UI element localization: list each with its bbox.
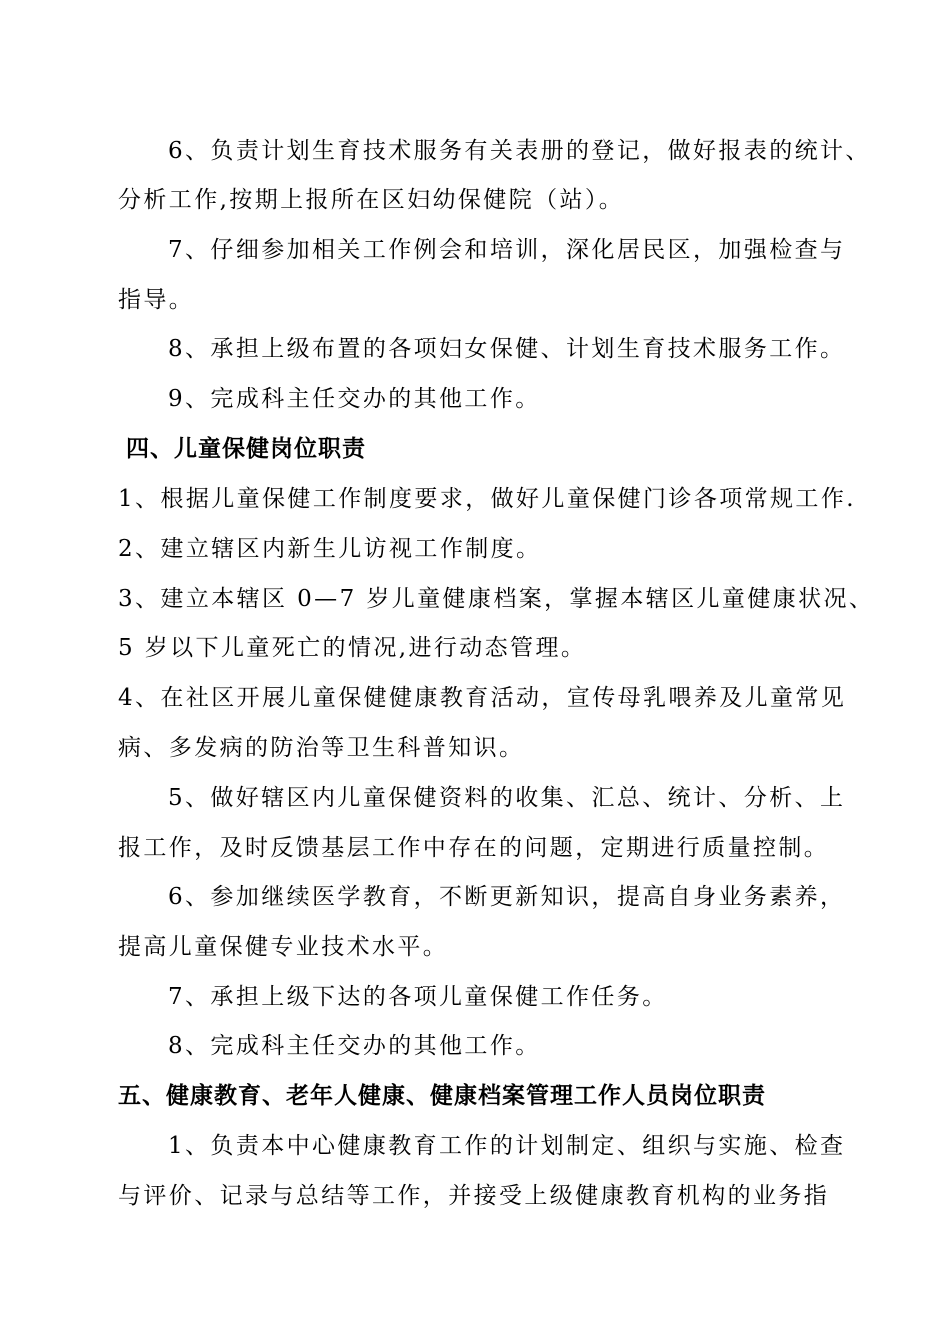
paragraph-line: 8、完成科主任交办的其他工作。 — [168, 1033, 541, 1059]
paragraph-line: 病、多发病的防治等卫生科普知识。 — [118, 735, 525, 761]
paragraph-line: 与评价、记录与总结等工作，并接受上级健康教育机构的业务指 — [118, 1183, 830, 1209]
paragraph-line: 分析工作,按期上报所在区妇幼保健院（站）。 — [118, 187, 625, 213]
paragraph-line: 5、做好辖区内儿童保健资料的收集、汇总、统计、分析、上 — [168, 785, 846, 811]
paragraph-line: 6、负责计划生育技术服务有关表册的登记，做好报表的统计、 — [168, 138, 871, 164]
paragraph-line: 指导。 — [118, 287, 195, 313]
paragraph-line: 9、完成科主任交办的其他工作。 — [168, 386, 541, 412]
paragraph-line: 7、仔细参加相关工作例会和培训，深化居民区，加强检查与 — [168, 237, 846, 263]
paragraph-line: 1、根据儿童保健工作制度要求，做好儿童保健门诊各项常规工作. — [118, 486, 856, 512]
section-heading-child-health: 四、儿童保健岗位职责 — [126, 436, 366, 462]
paragraph-line: 1、负责本中心健康教育工作的计划制定、组织与实施、检查 — [168, 1133, 846, 1159]
paragraph-line: 4、在社区开展儿童保健健康教育活动，宣传母乳喂养及儿童常见 — [118, 685, 847, 711]
paragraph-line: 报工作，及时反馈基层工作中存在的问题，定期进行质量控制。 — [118, 835, 830, 861]
paragraph-line: 2、建立辖区内新生儿访视工作制度。 — [118, 536, 542, 562]
paragraph-line: 6、参加继续医学教育，不断更新知识，提高自身业务素养， — [168, 884, 846, 910]
paragraph-line: 7、承担上级下达的各项儿童保健工作任务。 — [168, 984, 668, 1010]
paragraph-line: 5 岁以下儿童死亡的情况,进行动态管理。 — [118, 635, 587, 661]
paragraph-line: 3、建立本辖区 0—7 岁儿童健康档案，掌握本辖区儿童健康状况、 — [118, 586, 875, 612]
paragraph-line: 提高儿童保健专业技术水平。 — [118, 934, 449, 960]
section-heading-health-education: 五、健康教育、老年人健康、健康档案管理工作人员岗位职责 — [118, 1083, 766, 1109]
paragraph-line: 8、承担上级布置的各项妇女保健、计划生育技术服务工作。 — [168, 336, 846, 362]
